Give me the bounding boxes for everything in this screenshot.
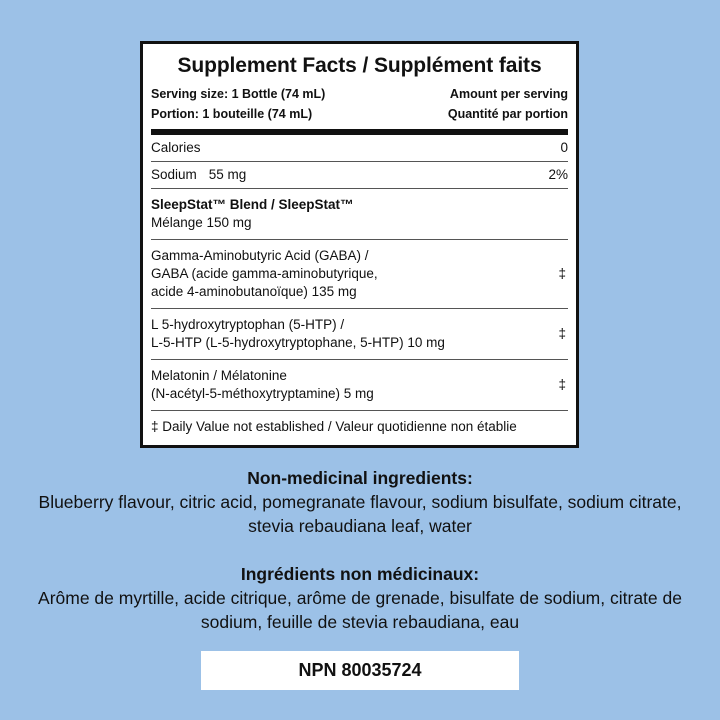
facts-title: Supplement Facts / Supplément faits <box>177 54 542 77</box>
ingredients-fr-heading: Ingrédients non médicinaux: <box>240 564 480 584</box>
footnote: ‡ Daily Value not established / Valeur quotidienne non établie <box>151 419 517 434</box>
ingredients-fr-text: Arôme de myrtille, acide citrique, arôme de grenade, bisulfate de sodium, citrate de sodium, feuille de stevia rebaudiana, eau <box>38 588 682 632</box>
sodium-row <box>151 162 568 189</box>
melatonin-row <box>151 360 568 411</box>
amount-per-serving: Amount per serving <box>449 87 568 101</box>
gaba-line-3: acide 4-aminobutanoïque) 135 mg <box>151 284 357 299</box>
htp-dv-symbol: ‡ <box>558 326 566 341</box>
melatonin-line-1: Melatonin / Mélatonine <box>151 368 287 383</box>
sodium-label: Sodium <box>151 167 197 182</box>
gaba-dv-symbol: ‡ <box>558 266 566 281</box>
calories-row <box>151 135 568 162</box>
non-medicinal-ingredients-fr <box>0 562 720 634</box>
ingredients-en-heading: Non-medicinal ingredients: <box>247 468 473 488</box>
melatonin-dv-symbol: ‡ <box>558 377 566 392</box>
blend-detail: Mélange 150 mg <box>151 215 252 230</box>
blend-row <box>151 189 568 240</box>
serving-size: Serving size: 1 Bottle (74 mL) <box>151 87 326 101</box>
blend-name: SleepStat™ Blend / SleepStat™ <box>151 197 354 212</box>
htp-row <box>151 309 568 360</box>
npn-number: NPN 80035724 <box>201 651 519 690</box>
ingredients-en-text: Blueberry flavour, citric acid, pomegranate flavour, sodium bisulfate, sodium citrate, stevia rebaudiana leaf, water <box>38 492 682 536</box>
supplement-facts-panel <box>140 41 579 448</box>
calories-label: Calories <box>151 140 201 155</box>
sodium-amount: 55 mg <box>208 167 247 182</box>
htp-line-2: L-5-HTP (L-5-hydroxytryptophane, 5-HTP) 10 mg <box>151 335 445 350</box>
sodium-value: 2% <box>548 167 568 182</box>
htp-line-1: L 5-hydroxytryptophan (5-HTP) / <box>151 317 345 332</box>
quantity-per-portion: Quantité par portion <box>447 107 568 121</box>
portion: Portion: 1 bouteille (74 mL) <box>151 107 313 121</box>
gaba-line-2: GABA (acide gamma-aminobutyrique, <box>151 266 378 281</box>
gaba-line-1: Gamma-Aminobutyric Acid (GABA) / <box>151 248 369 263</box>
non-medicinal-ingredients-en <box>0 466 720 538</box>
melatonin-line-2: (N-acétyl-5-méthoxytryptamine) 5 mg <box>151 386 374 401</box>
serving-info <box>151 84 568 135</box>
gaba-row <box>151 240 568 309</box>
calories-value: 0 <box>560 140 568 155</box>
